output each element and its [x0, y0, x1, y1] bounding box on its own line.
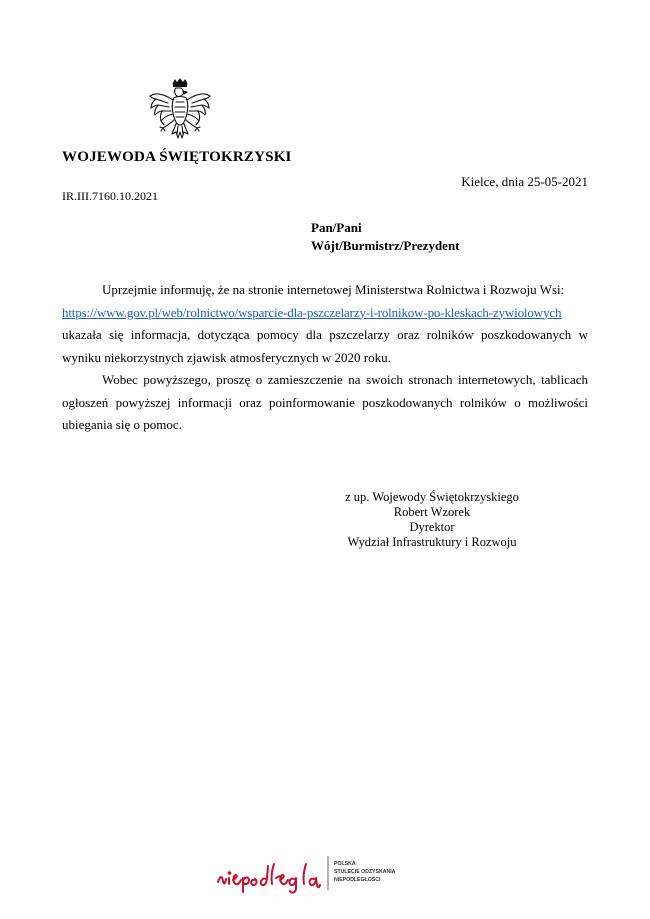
polish-eagle-emblem-icon [146, 78, 214, 150]
paragraph-1-intro: Uprzejmie informuję, że na stronie internetowej Ministerstwa Rolnictwa i Rozwoju Wsi: [102, 282, 565, 297]
logo-caption-2: STULECIE ODZYSKANIA [334, 869, 396, 875]
signature-block [302, 490, 562, 550]
recipient-line-2: Wójt/Burmistrz/Prezydent [311, 238, 460, 253]
place-date: Kielce, dnia 25-05-2021 [461, 174, 588, 189]
institution-name: WOJEWODA ŚWIĘTOKRZYSKI [62, 149, 292, 165]
niepodlegla-logo [214, 848, 444, 898]
signature-department: Wydział Infrastruktury i Rozwoju [347, 535, 517, 549]
recipient-block [311, 219, 460, 255]
signature-title: Dyrektor [409, 520, 455, 534]
ministry-link[interactable]: https://www.gov.pl/web/rolnictwo/wsparcie-dla-pszczelarzy-i-rolnikow-po-kleskach-zywiolowych [62, 304, 562, 320]
letter-body [62, 279, 588, 437]
signature-line-1: z up. Wojewody Świętokrzyskiego [345, 490, 519, 504]
recipient-line-1: Pan/Pani [311, 220, 362, 235]
signature-name: Robert Wzorek [393, 505, 471, 519]
logo-caption-3: NIEPODLEGŁOŚCI [334, 877, 381, 883]
paragraph-2: Wobec powyższego, proszę o zamieszczenie na swoich stronach internetowych, tablicach ogłoszeń powyższej informacji oraz poinformowanie poszkodowanych rolników o możliwości ubiegania się o pomoc. [62, 372, 588, 432]
logo-caption-1: POLSKA [334, 861, 356, 867]
reference-number: IR.III.7160.10.2021 [62, 189, 158, 203]
paragraph-1-rest: ukazała się informacja, dotycząca pomocy dla pszczelarzy oraz rolników poszkodowanych w wyniku niekorzystnych zjawisk atmosferycznych w 2020 roku. [62, 327, 588, 365]
